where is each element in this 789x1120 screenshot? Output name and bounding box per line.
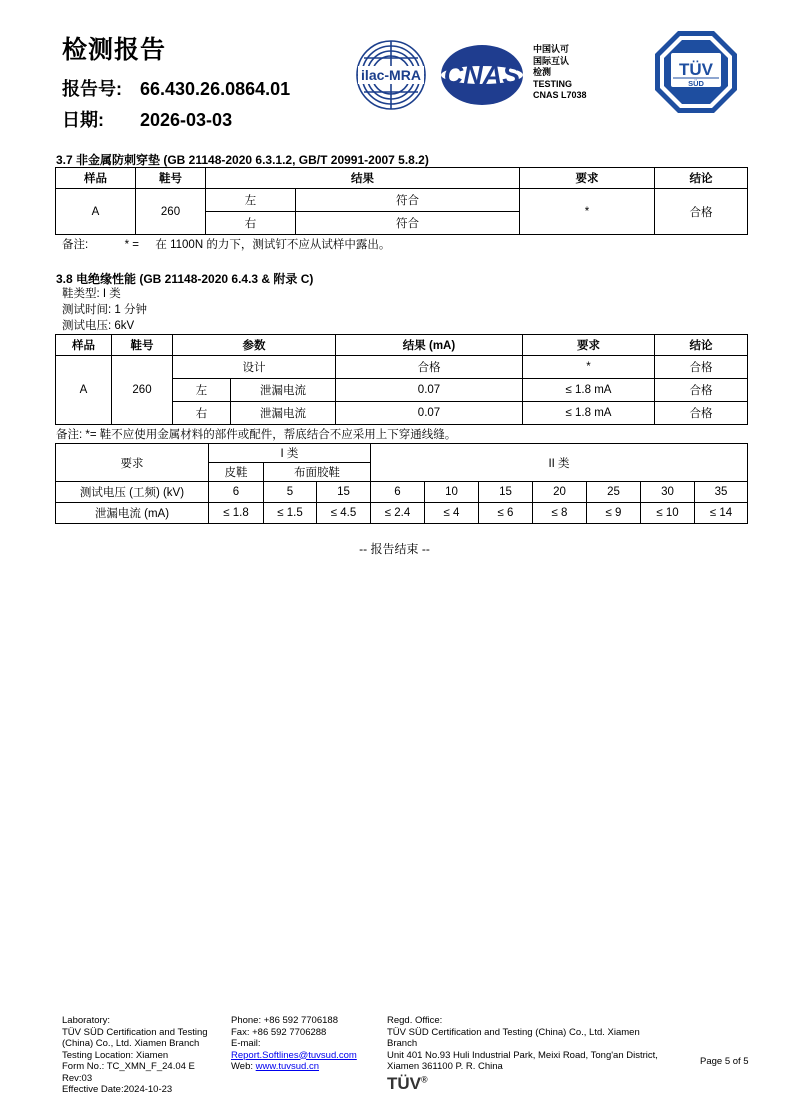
requirements-table xyxy=(55,443,748,524)
class-1-header: I 类 xyxy=(209,444,371,463)
voltage-cell: 35 xyxy=(695,482,748,503)
size-cell: 260 xyxy=(112,356,173,425)
report-date-label: 日期: xyxy=(62,110,104,130)
design-cell: 设计 xyxy=(173,356,336,379)
col-header: 要求 xyxy=(523,335,655,356)
info-line: 测试电压: 6kV xyxy=(62,320,135,332)
footer-line: Form No.: TC_XMN_F_24.04 E xyxy=(62,1061,195,1072)
result-cell: 0.07 xyxy=(336,402,523,425)
requirements-corner: 要求 xyxy=(56,444,209,482)
footer-line: Branch xyxy=(387,1038,418,1049)
footer-office xyxy=(387,1015,687,1073)
conclusion-cell: 合格 xyxy=(655,356,748,379)
table-row xyxy=(56,482,748,503)
col-header: 结果 (mA) xyxy=(336,335,523,356)
cnas-logo xyxy=(440,44,524,106)
class-2-header: II 类 xyxy=(371,444,748,482)
conclusion-cell: 合格 xyxy=(655,379,748,402)
footer-line: Rev:03 xyxy=(62,1072,93,1084)
footer-web-label: Web: xyxy=(231,1061,254,1072)
accreditation-text xyxy=(533,44,587,102)
side-cell: 右 xyxy=(173,402,231,425)
voltage-cell: 20 xyxy=(533,482,587,503)
row-label: 泄漏电流 (mA) xyxy=(56,503,209,524)
report-title: 检测报告 xyxy=(62,36,167,64)
tuv-mark-text: TÜV xyxy=(387,1074,421,1093)
tuv-text: TÜV xyxy=(679,60,713,79)
param-cell: 泄漏电流 xyxy=(231,379,336,402)
leakage-cell: ≤ 14 xyxy=(695,503,748,524)
conclusion-cell: 合格 xyxy=(655,189,748,235)
email-link[interactable]: Report.Softlines@tuvsud.com xyxy=(231,1049,357,1061)
end-of-report: -- 报告结束 -- xyxy=(359,542,430,556)
ilac-mra-logo xyxy=(354,38,428,112)
report-number-label: 报告号: xyxy=(62,79,122,99)
footer-line: (China) Co., Ltd. Xiamen Branch xyxy=(62,1038,200,1049)
leakage-cell: ≤ 8 xyxy=(533,503,587,524)
voltage-cell: 25 xyxy=(587,482,641,503)
sample-cell: A xyxy=(56,356,112,425)
leakage-cell: ≤ 2.4 xyxy=(371,503,425,524)
section-3-8-table xyxy=(55,334,748,425)
page-number: Page 5 of 5 xyxy=(700,1056,749,1067)
sample-cell: A xyxy=(56,189,136,235)
side-cell: 左 xyxy=(206,189,296,212)
report-date-line xyxy=(62,106,232,132)
section-3-8-title: 3.8 电绝缘性能 (GB 21148-2020 6.4.3 & 附录 C) xyxy=(56,272,314,286)
result-cell: 0.07 xyxy=(336,379,523,402)
row-label: 测试电压 (工频) (kV) xyxy=(56,482,209,503)
voltage-cell: 5 xyxy=(264,482,317,503)
size-cell: 260 xyxy=(136,189,206,235)
leakage-cell: ≤ 1.5 xyxy=(264,503,317,524)
footer-line: Regd. Office: xyxy=(387,1015,443,1026)
leakage-cell: ≤ 4 xyxy=(425,503,479,524)
sub-header-leather: 皮鞋 xyxy=(209,463,264,482)
col-header: 参数 xyxy=(173,335,336,356)
col-header: 鞋号 xyxy=(112,335,173,356)
footer-laboratory xyxy=(62,1015,227,1096)
section-3-8-info xyxy=(62,286,147,334)
section-3-7-title: 3.7 非金属防刺穿垫 (GB 21148-2020 6.3.1.2, GB/T 20991-2007 5.8.2) xyxy=(56,153,429,167)
ilac-text: ilac-MRA xyxy=(361,67,421,83)
section-3-7-note xyxy=(62,237,390,253)
cnas-text: CNAS xyxy=(443,60,521,90)
voltage-cell: 10 xyxy=(425,482,479,503)
section-3-7-table xyxy=(55,167,748,235)
table-row xyxy=(56,356,748,379)
leakage-cell: ≤ 4.5 xyxy=(317,503,371,524)
leakage-cell: ≤ 10 xyxy=(641,503,695,524)
voltage-cell: 15 xyxy=(317,482,371,503)
table-header-row xyxy=(56,335,748,356)
conclusion-cell: 合格 xyxy=(655,402,748,425)
result-cell: 符合 xyxy=(296,189,520,212)
table-row xyxy=(56,503,748,524)
note-label: 备注: xyxy=(62,239,89,251)
col-header: 要求 xyxy=(520,168,655,189)
footer-line: TÜV SÜD Certification and Testing xyxy=(62,1026,208,1038)
requirement-cell: ≤ 1.8 mA xyxy=(523,379,655,402)
voltage-cell: 30 xyxy=(641,482,695,503)
footer-line: Testing Location: Xiamen xyxy=(62,1049,169,1061)
registered-icon: ® xyxy=(421,1074,428,1085)
voltage-cell: 6 xyxy=(209,482,264,503)
footer-contact xyxy=(231,1015,381,1073)
leakage-cell: ≤ 9 xyxy=(587,503,641,524)
info-line: 测试时间: 1 分钟 xyxy=(62,304,147,316)
info-line: 鞋类型: I 类 xyxy=(62,288,121,300)
web-link[interactable]: www.tuvsud.cn xyxy=(255,1061,320,1072)
footer-phone: Phone: +86 592 7706188 xyxy=(231,1015,338,1026)
table-header-row xyxy=(56,168,748,189)
leakage-cell: ≤ 6 xyxy=(479,503,533,524)
col-header: 样品 xyxy=(56,335,112,356)
footer-line: Unit 401 No.93 Huli Industrial Park, Meixi Road, Tong'an District, xyxy=(387,1049,658,1061)
result-cell: 符合 xyxy=(296,212,520,235)
footer-line: Effective Date:2024-10-23 xyxy=(62,1084,173,1095)
footer-email-label: E-mail: xyxy=(231,1038,261,1049)
param-cell: 泄漏电流 xyxy=(231,402,336,425)
accreditation-line: TESTING xyxy=(533,78,573,89)
col-header: 鞋号 xyxy=(136,168,206,189)
col-header: 结果 xyxy=(206,168,520,189)
accreditation-line: 国际互认 xyxy=(533,55,570,66)
side-cell: 右 xyxy=(206,212,296,235)
col-header: 样品 xyxy=(56,168,136,189)
tuv-wordmark xyxy=(387,1074,428,1094)
side-cell: 左 xyxy=(173,379,231,402)
requirement-cell: ≤ 1.8 mA xyxy=(523,402,655,425)
table-row xyxy=(56,444,748,463)
voltage-cell: 6 xyxy=(371,482,425,503)
result-cell: 合格 xyxy=(336,356,523,379)
report-number-line xyxy=(62,75,290,101)
footer-line: Xiamen 361100 P. R. China xyxy=(387,1061,503,1072)
sud-text: SÜD xyxy=(688,79,704,88)
col-header: 结论 xyxy=(655,335,748,356)
accreditation-line: 检测 xyxy=(533,67,552,77)
table-row xyxy=(56,189,748,212)
accreditation-line: 中国认可 xyxy=(533,44,570,54)
requirement-cell: * xyxy=(523,356,655,379)
tuv-sud-logo xyxy=(653,29,739,115)
voltage-cell: 15 xyxy=(479,482,533,503)
footer-line: TÜV SÜD Certification and Testing (China) Co., Ltd. Xiamen xyxy=(387,1026,640,1038)
report-number: 66.430.26.0864.01 xyxy=(140,79,291,99)
report-date: 2026-03-03 xyxy=(140,110,233,130)
note-text: 在 1100N 的力下，测试钉不应从试样中露出。 xyxy=(155,239,391,251)
col-header: 结论 xyxy=(655,168,748,189)
sub-header-canvas: 布面胶鞋 xyxy=(264,463,371,482)
section-3-8-note: 备注: *= 鞋不应使用金属材料的部件或配件，帮底结合不应采用上下穿通线缝。 xyxy=(56,429,457,441)
note-mark: * = xyxy=(124,239,139,251)
leakage-cell: ≤ 1.8 xyxy=(209,503,264,524)
accreditation-line: CNAS L7038 xyxy=(533,90,587,100)
footer-fax: Fax: +86 592 7706288 xyxy=(231,1026,327,1038)
requirement-cell: * xyxy=(520,189,655,235)
footer-line: Laboratory: xyxy=(62,1015,111,1026)
